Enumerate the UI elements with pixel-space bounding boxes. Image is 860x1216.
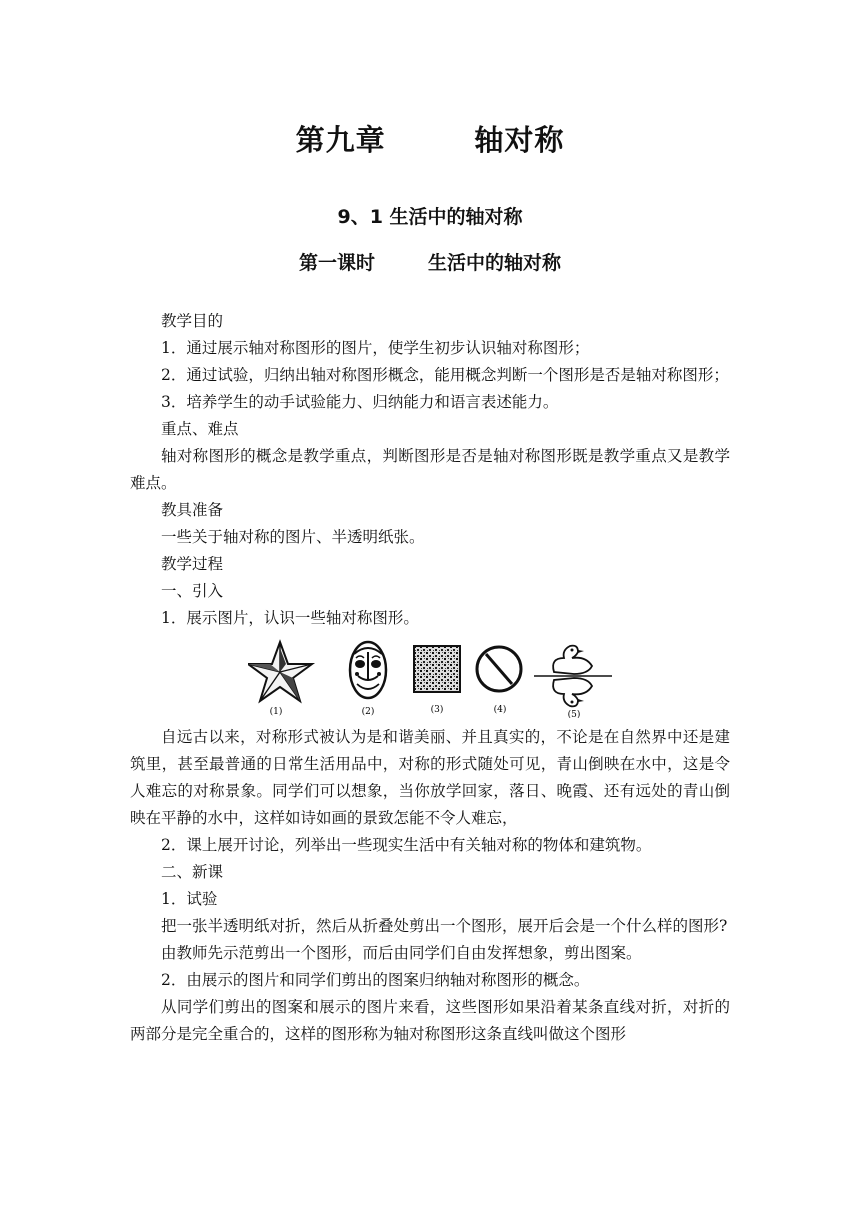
figure-label: (2): [361, 707, 375, 717]
figure-label: (3): [430, 705, 444, 715]
paragraph: 重点、难点: [161, 420, 239, 438]
paragraph: 1．展示图片，认识一些轴对称图形。: [161, 609, 419, 627]
paragraph: 1．试验: [161, 890, 218, 908]
paragraph: 由教师先示范剪出一个图形，而后由同学们自由发挥想象，剪出图案。: [161, 944, 642, 962]
body-text: [130, 308, 730, 1048]
section-title: 9、1 生活中的轴对称: [337, 206, 523, 228]
star-icon: [248, 642, 312, 701]
paragraph: 教学过程: [161, 555, 224, 573]
paragraph: 2．课上展开讨论，列举出一些现实生活中有关轴对称的物体和建筑物。: [161, 836, 652, 854]
paragraph: 教学目的: [161, 312, 224, 330]
paragraph: 教具准备: [161, 501, 224, 519]
duck-reflection-icon: [534, 646, 612, 707]
figure-label: (4): [493, 705, 507, 715]
paragraph: 2．由展示的图片和同学们剪出的图案归纳轴对称图形的概念。: [161, 971, 590, 989]
figure-label: (5): [567, 710, 581, 718]
paragraph: 一、引入: [161, 582, 224, 600]
lesson-title: 第一课时 生活中的轴对称: [299, 252, 561, 274]
paragraph: 从同学们剪出的图案和展示的图片来看，这些图形如果沿着某条直线对折，对折的两部分是完全重合的，这样的图形称为轴对称图形这条直线叫做这个图形: [130, 998, 730, 1043]
paragraph: 3．培养学生的动手试验能力、归纳能力和语言表述能力。: [161, 393, 559, 411]
chapter-title: 第九章 轴对称: [295, 123, 565, 157]
paragraph: 二、新课: [161, 863, 224, 881]
paragraph: 1．通过展示轴对称图形的图片，使学生初步认识轴对称图形；: [161, 339, 590, 357]
symmetry-figures: [248, 638, 618, 718]
paragraph: 轴对称图形的概念是教学重点，判断图形是否是轴对称图形既是教学重点又是教学难点。: [130, 447, 730, 492]
paragraph: 一些关于轴对称的图片、半透明纸张。: [161, 528, 425, 546]
paragraph: 把一张半透明纸对折，然后从折叠处剪出一个图形，展开后会是一个什么样的图形?: [161, 917, 728, 935]
paragraph: 自远古以来，对称形式被认为是和谐美丽、并且真实的，不论是在自然界中还是建筑里，甚至最普通的日常生活用品中，对称的形式随处可见，青山倒映在水中，这是令人难忘的对称景象。同学们可以想象，当你放学回家，落日、晚霞、还有远处的青山倒映在平静的水中，这样如诗如画的景致怎能不令人难忘，: [130, 728, 730, 827]
paragraph: 2．通过试验，归纳出轴对称图形概念，能用概念判断一个图形是否是轴对称图形；: [161, 366, 729, 384]
figure-label: (1): [269, 707, 283, 717]
textured-square-icon: [414, 646, 460, 692]
opera-mask-icon: [350, 642, 386, 698]
no-sign-icon: [477, 647, 521, 691]
